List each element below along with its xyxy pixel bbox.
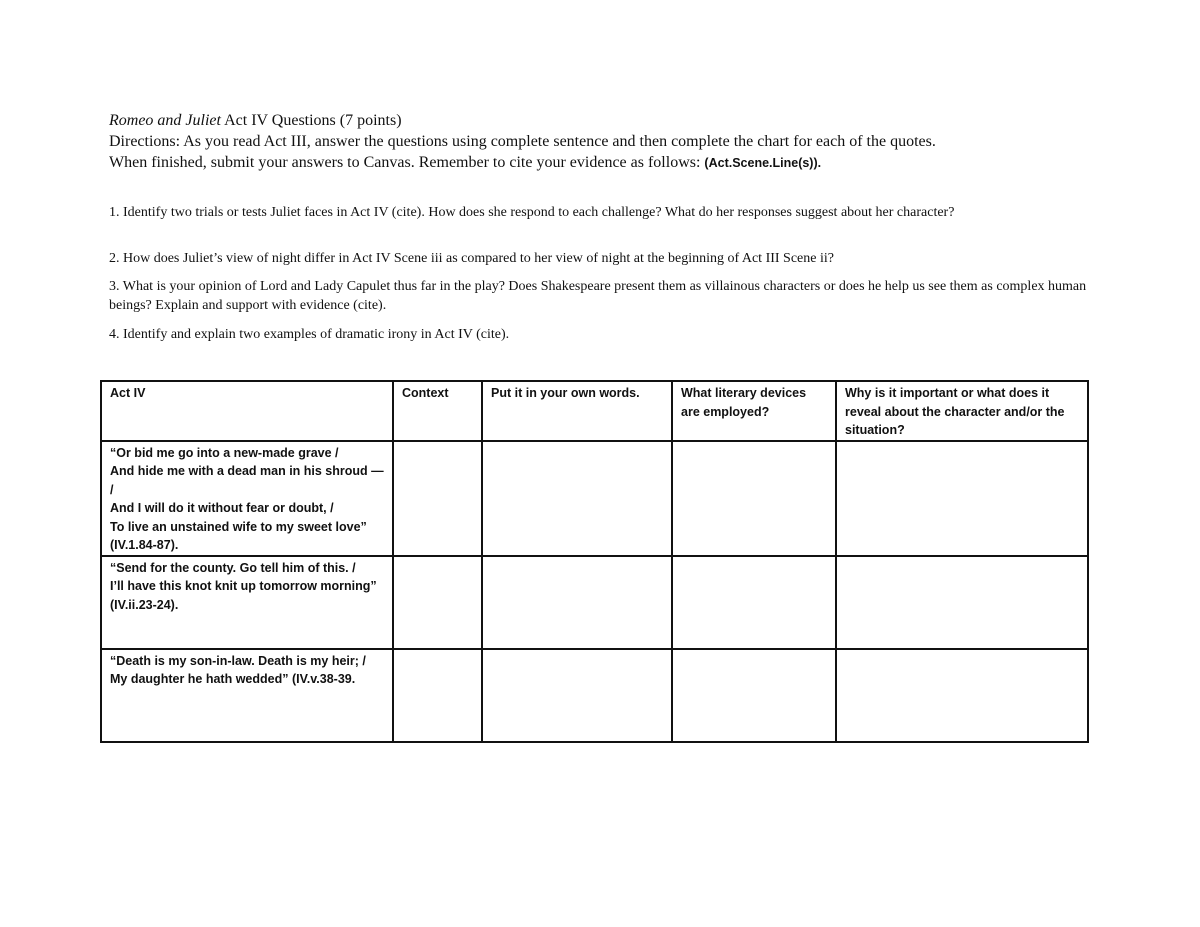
quote-cell bbox=[101, 556, 393, 649]
quote-line: My daughter he hath wedded” (IV.v.38-39. bbox=[110, 672, 356, 686]
importance-answer-cell[interactable] bbox=[836, 441, 1088, 556]
header-own-words: Put it in your own words. bbox=[482, 381, 672, 441]
header-act-iv: Act IV bbox=[101, 381, 393, 441]
quote-line: I’ll have this knot knit up tomorrow morning” (IV.ii.23-24). bbox=[110, 579, 377, 612]
directions-line-1: Directions: As you read Act III, answer the questions using complete sentence and then complete the chart for each of the quotes. bbox=[109, 133, 936, 150]
own-words-answer-cell[interactable] bbox=[482, 649, 672, 742]
directions bbox=[109, 131, 1069, 174]
quote-line: And I will do it without fear or doubt, / bbox=[110, 501, 334, 515]
context-answer-cell[interactable] bbox=[393, 649, 482, 742]
question-3: 3. What is your opinion of Lord and Lady Capulet thus far in the play? Does Shakespeare present them as villainous characters or does he help us see them as complex human beings? Explain and support with evidence (cite). bbox=[109, 279, 1087, 313]
play-title: Romeo and Juliet bbox=[109, 112, 221, 129]
quote-cell bbox=[101, 649, 393, 742]
directions-line-2 bbox=[109, 152, 1069, 174]
importance-answer-cell[interactable] bbox=[836, 649, 1088, 742]
table-row bbox=[101, 556, 1088, 649]
table-row bbox=[101, 441, 1088, 556]
directions-line-2-text: When finished, submit your answers to Canvas. Remember to cite your evidence as follows: bbox=[109, 154, 705, 171]
literary-devices-answer-cell[interactable] bbox=[672, 441, 836, 556]
context-answer-cell[interactable] bbox=[393, 556, 482, 649]
worksheet-title bbox=[109, 110, 402, 131]
quote-line: “Death is my son-in-law. Death is my heir; / bbox=[110, 653, 366, 668]
literary-devices-answer-cell[interactable] bbox=[672, 649, 836, 742]
table-header-row bbox=[101, 381, 1088, 441]
own-words-answer-cell[interactable] bbox=[482, 556, 672, 649]
header-literary-devices: What literary devices are employed? bbox=[672, 381, 836, 441]
header-context: Context bbox=[393, 381, 482, 441]
citation-format: (Act.Scene.Line(s)). bbox=[704, 156, 822, 170]
own-words-answer-cell[interactable] bbox=[482, 441, 672, 556]
table-row bbox=[101, 649, 1088, 742]
title-rest: Act IV Questions (7 points) bbox=[220, 112, 402, 129]
quote-line: “Or bid me go into a new-made grave / bbox=[110, 445, 339, 460]
literary-devices-answer-cell[interactable] bbox=[672, 556, 836, 649]
quote-line: To live an unstained wife to my sweet love” bbox=[110, 519, 367, 534]
quote-line: And hide me with a dead man in his shroud — / bbox=[110, 464, 384, 497]
header-importance: Why is it important or what does it reveal about the character and/or the situation? bbox=[836, 381, 1088, 441]
quote-line: “Send for the county. Go tell him of this. / bbox=[110, 560, 356, 575]
quote-cell bbox=[101, 441, 393, 556]
context-answer-cell[interactable] bbox=[393, 441, 482, 556]
question-2: 2. How does Juliet’s view of night differ in Act IV Scene iii as compared to her view of night at the beginning of Act III Scene ii? bbox=[109, 251, 834, 266]
quote-line: (IV.1.84-87). bbox=[110, 538, 179, 552]
quote-analysis-chart bbox=[100, 380, 1089, 743]
question-4: 4. Identify and explain two examples of dramatic irony in Act IV (cite). bbox=[109, 327, 510, 342]
question-1: 1. Identify two trials or tests Juliet faces in Act IV (cite). How does she respond to each challenge? What do her responses suggest about her character? bbox=[109, 205, 955, 220]
importance-answer-cell[interactable] bbox=[836, 556, 1088, 649]
